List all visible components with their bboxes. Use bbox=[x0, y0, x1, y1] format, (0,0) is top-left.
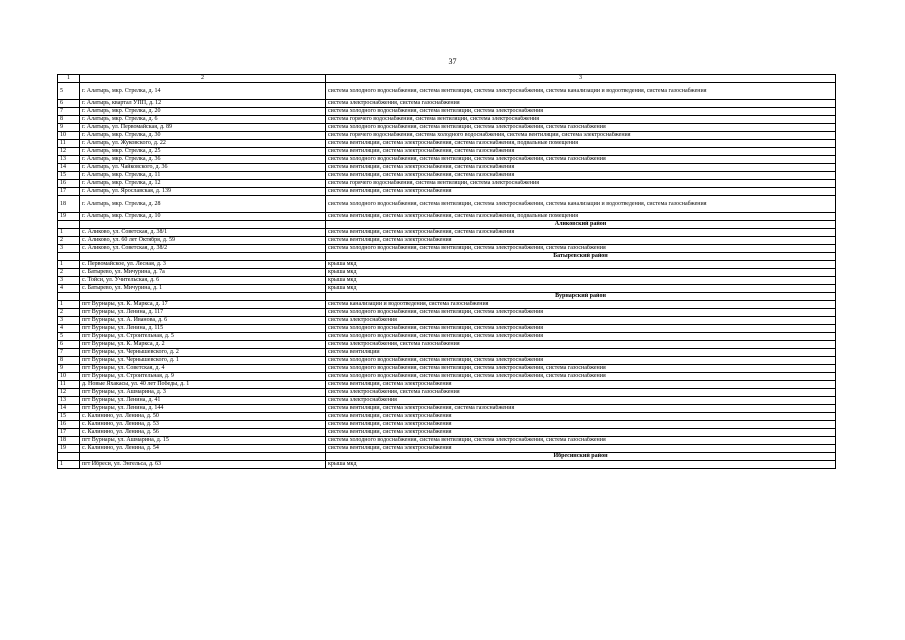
row-number: 3 bbox=[58, 317, 80, 325]
district-name: Аликовский район bbox=[326, 221, 836, 229]
row-address: г. Алатырь, квартал УПП, д. 12 bbox=[80, 100, 326, 108]
row-number: 13 bbox=[58, 156, 80, 164]
row-number: 3 bbox=[58, 245, 80, 253]
row-address: г. Алатырь, мкр. Стрелка, д. 20 bbox=[80, 108, 326, 116]
row-address: г. Алатырь, ул. Жуковского, д. 22 bbox=[80, 140, 326, 148]
row-works: система канализации и водоотведения, система газоснабжения bbox=[326, 301, 836, 309]
district-empty-cell bbox=[80, 253, 326, 261]
row-works: система вентиляции, система электроснабжения, система газоснабжения, подвальные помещения bbox=[326, 140, 836, 148]
row-works: система горячего водоснабжения, система вентиляции, система электроснабжения bbox=[326, 180, 836, 188]
row-number: 7 bbox=[58, 349, 80, 357]
table-row bbox=[58, 156, 836, 164]
row-number: 4 bbox=[58, 325, 80, 333]
row-address: г. Алатырь, ул. Первомайская, д. 89 bbox=[80, 124, 326, 132]
row-address: пгт Вурнары, ул. Чернышевского, д. 2 bbox=[80, 349, 326, 357]
row-address: г. Алатырь, ул. Чайковского, д. 36 bbox=[80, 164, 326, 172]
table-row bbox=[58, 413, 836, 421]
row-number: 1 bbox=[58, 229, 80, 237]
row-number: 3 bbox=[58, 277, 80, 285]
table-row bbox=[58, 269, 836, 277]
table-row bbox=[58, 389, 836, 397]
row-address: пгт Вурнары, ул. Чернышевского, д. 1 bbox=[80, 357, 326, 365]
row-address: г. Алатырь, мкр. Стрелка, д. 10 bbox=[80, 213, 326, 221]
row-address: с. Батырево, ул. Мичурина, д. 7а bbox=[80, 269, 326, 277]
table-row bbox=[58, 381, 836, 389]
row-address: с. Аликово, ул. Советская, д. 38/1 bbox=[80, 229, 326, 237]
row-number: 6 bbox=[58, 100, 80, 108]
row-number: 2 bbox=[58, 269, 80, 277]
table-row bbox=[58, 437, 836, 445]
row-works: система холодного водоснабжения, система вентиляции, система электроснабжения, система газоснабжения bbox=[326, 124, 836, 132]
row-number: 14 bbox=[58, 164, 80, 172]
table-row bbox=[58, 108, 836, 116]
row-works: система холодного водоснабжения, система вентиляции, система электроснабжения bbox=[326, 333, 836, 341]
row-number: 18 bbox=[58, 437, 80, 445]
header-col-2: 2 bbox=[80, 75, 326, 83]
row-address: с. Калинино, ул. Ленина, д. 54 bbox=[80, 445, 326, 453]
district-name: Ибресинский район bbox=[326, 453, 836, 461]
row-works: крыша мкд bbox=[326, 269, 836, 277]
row-number: 5 bbox=[58, 83, 80, 100]
district-empty-cell bbox=[80, 293, 326, 301]
row-works: система вентиляции, система электроснабжения, система газоснабжения, подвальные помещения bbox=[326, 213, 836, 221]
row-number: 1 bbox=[58, 301, 80, 309]
table-row bbox=[58, 405, 836, 413]
row-works: система вентиляции, система электроснабжения, система газоснабжения bbox=[326, 148, 836, 156]
district-empty-cell bbox=[80, 453, 326, 461]
row-address: пгт Вурнары, ул. Строительная, д. 9 bbox=[80, 373, 326, 381]
table-row bbox=[58, 164, 836, 172]
row-works: система вентиляции, система электроснабжения bbox=[326, 429, 836, 437]
row-works: система холодного водоснабжения, система вентиляции, система электроснабжения bbox=[326, 325, 836, 333]
table-row bbox=[58, 421, 836, 429]
table-row bbox=[58, 237, 836, 245]
row-number: 5 bbox=[58, 333, 80, 341]
district-empty-cell bbox=[58, 293, 80, 301]
table-row bbox=[58, 83, 836, 100]
row-works: система горячего водоснабжения, система вентиляции, система электроснабжения bbox=[326, 116, 836, 124]
row-number: 9 bbox=[58, 365, 80, 373]
row-address: пгт Ибреси, ул. Энгельса, д. 63 bbox=[80, 461, 326, 469]
district-empty-cell bbox=[58, 221, 80, 229]
row-works: система холодного водоснабжения, система вентиляции, система электроснабжения, система газоснабжения bbox=[326, 156, 836, 164]
row-works: система вентиляции, система электроснабжения bbox=[326, 381, 836, 389]
row-works: крыша мкд bbox=[326, 285, 836, 293]
row-address: с. Аликово, ул. 60 лет Октября, д. 59 bbox=[80, 237, 326, 245]
row-works: система холодного водоснабжения, система вентиляции, система электроснабжения, система газоснабжения bbox=[326, 245, 836, 253]
row-number: 2 bbox=[58, 309, 80, 317]
row-address: пгт Вурнары, ул. А. Иванова, д. 6 bbox=[80, 317, 326, 325]
row-address: г. Алатырь, мкр. Стрелка, д. 11 bbox=[80, 172, 326, 180]
row-number: 9 bbox=[58, 124, 80, 132]
row-number: 6 bbox=[58, 341, 80, 349]
table-row bbox=[58, 148, 836, 156]
row-address: г. Алатырь, мкр. Стрелка, д. 30 bbox=[80, 132, 326, 140]
row-number: 19 bbox=[58, 445, 80, 453]
table-row bbox=[58, 261, 836, 269]
row-address: д. Новые Яхакасы, ул. 40 лет Победы, д. 1 bbox=[80, 381, 326, 389]
row-address: с. Калинино, ул. Ленина, д. 53 bbox=[80, 421, 326, 429]
page-number: 37 bbox=[448, 57, 457, 66]
district-name: Батыревский район bbox=[326, 253, 836, 261]
row-works: система вентиляции, система электроснабжения bbox=[326, 413, 836, 421]
row-address: пгт Вурнары, ул. К. Маркса, д. 2 bbox=[80, 341, 326, 349]
row-works: система электроснабжения bbox=[326, 317, 836, 325]
row-number: 16 bbox=[58, 421, 80, 429]
table-row bbox=[58, 461, 836, 469]
row-number: 13 bbox=[58, 397, 80, 405]
row-works: система вентиляции, система электроснабжения bbox=[326, 237, 836, 245]
row-address: пгт Вурнары, ул. Советская, д. 4 bbox=[80, 365, 326, 373]
table-row bbox=[58, 445, 836, 453]
table-row bbox=[58, 245, 836, 253]
row-number: 1 bbox=[58, 261, 80, 269]
row-works: система холодного водоснабжения, система вентиляции, система электроснабжения, система канализации и водоотведения, система газоснабжения bbox=[326, 83, 836, 100]
table-row bbox=[58, 277, 836, 285]
district-empty-cell bbox=[80, 221, 326, 229]
row-address: г. Алатырь, мкр. Стрелка, д. 36 bbox=[80, 156, 326, 164]
row-works: система вентиляции, система электроснабжения, система газоснабжения bbox=[326, 172, 836, 180]
row-works: система вентиляции, система электроснабжения bbox=[326, 421, 836, 429]
row-number: 19 bbox=[58, 213, 80, 221]
table-row bbox=[58, 172, 836, 180]
row-number: 17 bbox=[58, 429, 80, 437]
row-address: пгт Вурнары, ул. Ленина, д. 144 bbox=[80, 405, 326, 413]
row-works: система горячего водоснабжения, система холодного водоснабжения, система вентиляции, система электроснабжения bbox=[326, 132, 836, 140]
row-number: 12 bbox=[58, 389, 80, 397]
row-works: крыша мкд bbox=[326, 261, 836, 269]
table-row bbox=[58, 301, 836, 309]
table-row bbox=[58, 333, 836, 341]
district-heading-row bbox=[58, 253, 836, 261]
row-number: 8 bbox=[58, 116, 80, 124]
district-heading-row bbox=[58, 221, 836, 229]
row-address: пгт Вурнары, ул. Ленина, д. 41 bbox=[80, 397, 326, 405]
row-works: система холодного водоснабжения, система вентиляции, система электроснабжения bbox=[326, 108, 836, 116]
row-number: 14 bbox=[58, 405, 80, 413]
row-works: система вентиляции, система электроснабжения, система газоснабжения bbox=[326, 405, 836, 413]
row-works: система вентиляции, система электроснабжения bbox=[326, 445, 836, 453]
table-row bbox=[58, 373, 836, 381]
row-works: система вентиляции bbox=[326, 349, 836, 357]
row-works: система холодного водоснабжения, система вентиляции, система электроснабжения bbox=[326, 309, 836, 317]
table-row bbox=[58, 213, 836, 221]
row-works: система вентиляции, система электроснабжения bbox=[326, 188, 836, 196]
table-row bbox=[58, 309, 836, 317]
row-address: пгт Вурнары, ул. Ашмарина, д. 15 bbox=[80, 437, 326, 445]
row-works: система электроснабжения, система газоснабжения bbox=[326, 100, 836, 108]
row-works: система вентиляции, система электроснабжения, система газоснабжения bbox=[326, 164, 836, 172]
table-row bbox=[58, 325, 836, 333]
table-row bbox=[58, 100, 836, 108]
works-table bbox=[57, 74, 836, 469]
row-address: пгт Вурнары, ул. Ленина, д. 115 bbox=[80, 325, 326, 333]
row-address: г. Алатырь, мкр. Стрелка, д. 28 bbox=[80, 196, 326, 213]
row-address: с. Калинино, ул. Ленина, д. 56 bbox=[80, 429, 326, 437]
row-number: 2 bbox=[58, 237, 80, 245]
row-number: 12 bbox=[58, 148, 80, 156]
table-row bbox=[58, 229, 836, 237]
row-address: пгт Вурнары, ул. К. Маркса, д. 17 bbox=[80, 301, 326, 309]
district-heading-row bbox=[58, 293, 836, 301]
row-address: г. Алатырь, мкр. Стрелка, д. 14 bbox=[80, 83, 326, 100]
row-number: 17 bbox=[58, 188, 80, 196]
row-works: система холодного водоснабжения, система вентиляции, система электроснабжения, система газоснабжения bbox=[326, 373, 836, 381]
table-row bbox=[58, 341, 836, 349]
row-number: 16 bbox=[58, 180, 80, 188]
table-row bbox=[58, 349, 836, 357]
row-works: система электроснабжения bbox=[326, 397, 836, 405]
row-works: система электроснабжения, система газоснабжения bbox=[326, 341, 836, 349]
row-number: 7 bbox=[58, 108, 80, 116]
row-address: с. Тойси, ул. Учительская, д. 6 bbox=[80, 277, 326, 285]
district-empty-cell bbox=[58, 253, 80, 261]
works-table-body bbox=[58, 75, 836, 469]
row-address: г. Алатырь, мкр. Стрелка, д. 6 bbox=[80, 116, 326, 124]
table-row bbox=[58, 317, 836, 325]
row-address: с. Первомайское, ул. Лесная, д. 3 bbox=[80, 261, 326, 269]
row-address: пгт Вурнары, ул. Ашмарина, д. 3 bbox=[80, 389, 326, 397]
row-works: система вентиляции, система электроснабжения, система газоснабжения bbox=[326, 229, 836, 237]
row-works: система электроснабжения, система газоснабжения bbox=[326, 389, 836, 397]
row-works: система холодного водоснабжения, система вентиляции, система электроснабжения, система газоснабжения bbox=[326, 437, 836, 445]
table-row bbox=[58, 285, 836, 293]
table-row bbox=[58, 124, 836, 132]
row-address: пгт Вурнары, ул. Строительная, д. 5 bbox=[80, 333, 326, 341]
table-row bbox=[58, 397, 836, 405]
row-number: 15 bbox=[58, 172, 80, 180]
table-row bbox=[58, 132, 836, 140]
table-row bbox=[58, 116, 836, 124]
table-row bbox=[58, 180, 836, 188]
district-heading-row bbox=[58, 453, 836, 461]
row-address: с. Батырево, ул. Мичурина, д. 1 bbox=[80, 285, 326, 293]
row-number: 11 bbox=[58, 381, 80, 389]
header-col-1: 1 bbox=[58, 75, 80, 83]
row-number: 1 bbox=[58, 461, 80, 469]
row-number: 8 bbox=[58, 357, 80, 365]
district-empty-cell bbox=[58, 453, 80, 461]
row-works: крыша мкд bbox=[326, 461, 836, 469]
row-address: г. Алатырь, мкр. Стрелка, д. 12 bbox=[80, 180, 326, 188]
row-number: 10 bbox=[58, 373, 80, 381]
row-address: с. Аликово, ул. Советская, д. 38/2 bbox=[80, 245, 326, 253]
table-row bbox=[58, 429, 836, 437]
row-works: система холодного водоснабжения, система вентиляции, система электроснабжения, система канализации и водоотведения, система газоснабжения bbox=[326, 196, 836, 213]
table-row bbox=[58, 357, 836, 365]
row-address: с. Калинино, ул. Ленина, д. 50 bbox=[80, 413, 326, 421]
row-number: 18 bbox=[58, 196, 80, 213]
row-address: г. Алатырь, ул. Ярославская, д. 139 bbox=[80, 188, 326, 196]
row-number: 11 bbox=[58, 140, 80, 148]
header-col-3: 3 bbox=[326, 75, 836, 83]
row-number: 4 bbox=[58, 285, 80, 293]
row-number: 15 bbox=[58, 413, 80, 421]
district-name: Вурнарский район bbox=[326, 293, 836, 301]
row-number: 10 bbox=[58, 132, 80, 140]
row-address: пгт Вурнары, ул. Ленина, д. 117 bbox=[80, 309, 326, 317]
table-header-row bbox=[58, 75, 836, 83]
table-row bbox=[58, 196, 836, 213]
table-row bbox=[58, 140, 836, 148]
row-address: г. Алатырь, мкр. Стрелка, д. 25 bbox=[80, 148, 326, 156]
row-works: система холодного водоснабжения, система вентиляции, система электроснабжения bbox=[326, 357, 836, 365]
table-row bbox=[58, 188, 836, 196]
table-row bbox=[58, 365, 836, 373]
row-works: крыша мкд bbox=[326, 277, 836, 285]
row-works: система холодного водоснабжения, система вентиляции, система электроснабжения, система газоснабжения bbox=[326, 365, 836, 373]
